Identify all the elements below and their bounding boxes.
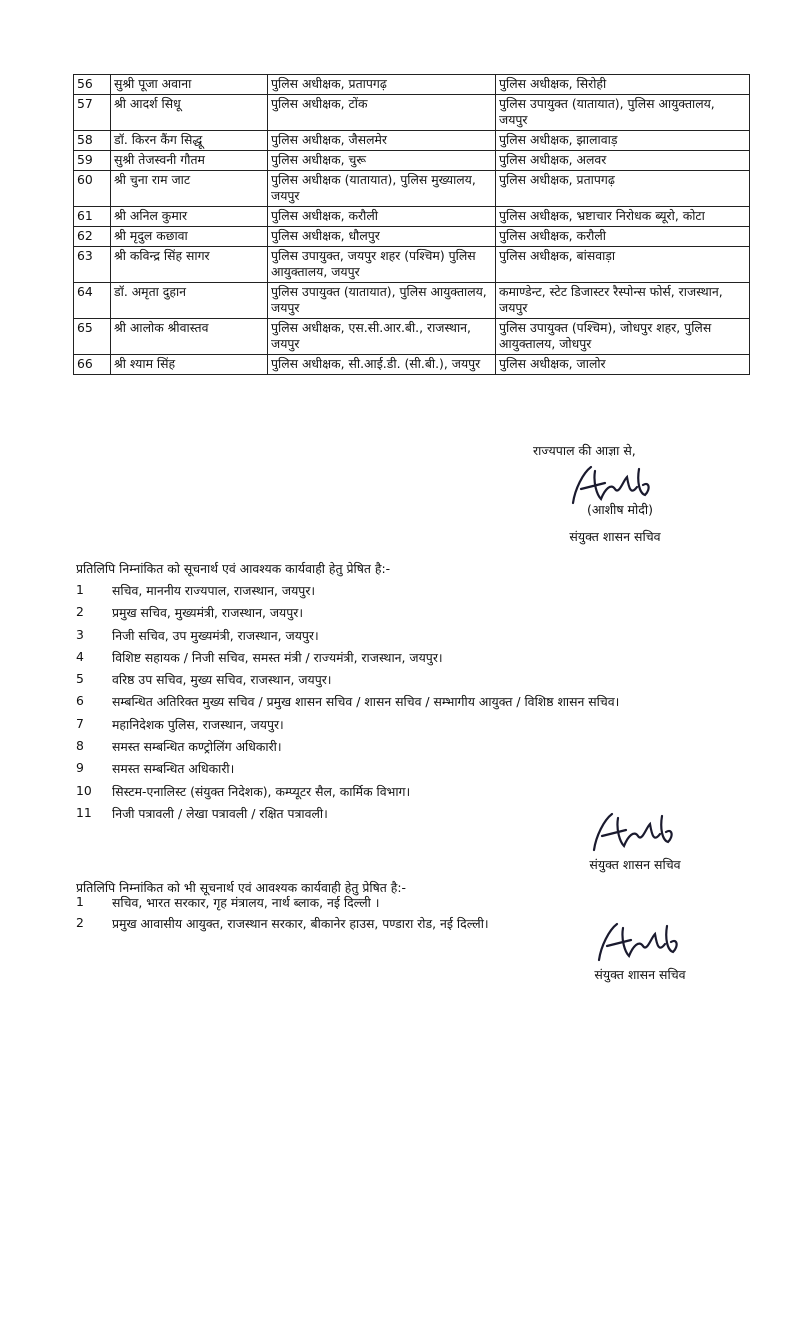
list-item-number: 5 [76, 671, 84, 687]
officer-name-cell: सुश्री पूजा अवाना [111, 75, 268, 95]
list-item-number: 9 [76, 760, 84, 776]
new-posting-cell: पुलिस अधीक्षक, करौली [496, 227, 750, 247]
officer-name-cell: श्री चुना राम जाट [111, 171, 268, 207]
table-row [74, 355, 750, 375]
list-item-number: 6 [76, 693, 84, 709]
table-row [74, 95, 750, 131]
new-posting-cell: पुलिस उपायुक्त (पश्चिम), जोधपुर शहर, पुलिस आयुक्तालय, जोधपुर [496, 319, 750, 355]
new-posting-cell: कमाण्डेन्ट, स्टेट डिजास्टर रैस्पोन्स फोर्स, राजस्थान, जयपुर [496, 283, 750, 319]
copy-list-2-signature-block [565, 918, 715, 983]
transfer-table-body [74, 75, 750, 375]
serial-cell: 56 [74, 75, 111, 95]
signature-mark [585, 918, 695, 966]
transfer-table-container [73, 74, 749, 375]
current-posting-cell: पुलिस उपायुक्त (यातायात), पुलिस आयुक्तालय, जयपुर [268, 283, 496, 319]
table-row [74, 227, 750, 247]
current-posting-cell: पुलिस अधीक्षक, सी.आई.डी. (सी.बी.), जयपुर [268, 355, 496, 375]
officer-name-cell: श्री कविन्द्र सिंह सागर [111, 247, 268, 283]
serial-cell: 64 [74, 283, 111, 319]
current-posting-cell: पुलिस अधीक्षक (यातायात), पुलिस मुख्यालय, जयपुर [268, 171, 496, 207]
serial-cell: 59 [74, 151, 111, 171]
copy-list-2-designation: संयुक्त शासन सचिव [594, 967, 686, 982]
officer-name-cell: डॉ. अमृता दुहान [111, 283, 268, 319]
table-row [74, 319, 750, 355]
list-item-text: निजी सचिव, उप मुख्यमंत्री, राजस्थान, जयपुर। [112, 627, 319, 643]
list-item-text: निजी पत्रावली / लेखा पत्रावली / रक्षित पत्रावली। [112, 805, 328, 821]
current-posting-cell: पुलिस अधीक्षक, टोंक [268, 95, 496, 131]
list-item-text: वरिष्ठ उप सचिव, मुख्य सचिव, राजस्थान, जयपुर। [112, 672, 332, 688]
serial-cell: 60 [74, 171, 111, 207]
new-posting-cell: पुलिस अधीक्षक, प्रतापगढ़ [496, 171, 750, 207]
list-item [76, 716, 776, 738]
list-item [76, 738, 776, 760]
new-posting-cell: पुलिस अधीक्षक, बांसवाड़ा [496, 247, 750, 283]
list-item-text: सचिव, माननीय राज्यपाल, राजस्थान, जयपुर। [112, 583, 316, 598]
current-posting-cell: पुलिस अधीक्षक, चुरू [268, 151, 496, 171]
officer-name-cell: सुश्री तेजस्वनी गौतम [111, 151, 268, 171]
current-posting-cell: पुलिस अधीक्षक, करौली [268, 207, 496, 227]
list-item [76, 627, 776, 649]
current-posting-cell: पुलिस अधीक्षक, प्रतापगढ़ [268, 75, 496, 95]
current-posting-cell: पुलिस उपायुक्त, जयपुर शहर (पश्चिम) पुलिस आयुक्तालय, जयपुर [268, 247, 496, 283]
list-item-number: 1 [76, 894, 84, 909]
list-item-text: समस्त सम्बन्धित अधिकारी। [112, 761, 235, 777]
signatory-name: (आशीष मोदी) [586, 502, 654, 517]
table-row [74, 171, 750, 207]
list-item-number: 7 [76, 715, 84, 731]
list-item [76, 760, 776, 782]
signatory-designation: संयुक्त शासन सचिव [569, 529, 661, 544]
copy-list-2-heading: प्रतिलिपि निम्नांकित को भी सूचनार्थ एवं आवश्यक कार्यवाही हेतु प्रेषित है:- [76, 880, 407, 895]
list-item-number: 2 [76, 604, 84, 620]
current-posting-cell: पुलिस अधीक्षक, एस.सी.आर.बी., राजस्थान, जयपुर [268, 319, 496, 355]
list-item-text: समस्त सम्बन्धित कण्ट्रोलिंग अधिकारी। [112, 739, 282, 755]
order-signature-block [505, 442, 705, 545]
list-item-text: सिस्टम-एनालिस्ट (संयुक्त निदेशक), कम्प्यूटर सैल, कार्मिक विभाग। [112, 783, 411, 799]
list-item [76, 649, 776, 671]
officer-name-cell: श्री अनिल कुमार [111, 207, 268, 227]
list-item [76, 582, 776, 604]
new-posting-cell: पुलिस अधीक्षक, झालावाड़ [496, 131, 750, 151]
list-item-number: 11 [76, 804, 92, 820]
current-posting-cell: पुलिस अधीक्षक, जैसलमेर [268, 131, 496, 151]
officer-name-cell: श्री श्याम सिंह [111, 355, 268, 375]
list-item [76, 894, 776, 915]
list-item-text: सचिव, भारत सरकार, गृह मंत्रालय, नार्थ ब्लाक, नई दिल्ली । [112, 895, 380, 910]
list-item-number: 3 [76, 626, 84, 642]
copy-list-1-signature-block [560, 808, 710, 873]
serial-cell: 63 [74, 247, 111, 283]
current-posting-cell: पुलिस अधीक्षक, धौलपुर [268, 227, 496, 247]
copy-list-1 [76, 582, 776, 827]
serial-cell: 61 [74, 207, 111, 227]
list-item [76, 693, 776, 715]
list-item-number: 4 [76, 648, 84, 664]
list-item-number: 1 [76, 582, 84, 597]
table-row [74, 207, 750, 227]
officer-name-cell: श्री आलोक श्रीवास्तव [111, 319, 268, 355]
new-posting-cell: पुलिस अधीक्षक, सिरोही [496, 75, 750, 95]
table-row [74, 283, 750, 319]
new-posting-cell: पुलिस अधीक्षक, भ्रष्टाचार निरोधक ब्यूरो, कोटा [496, 207, 750, 227]
serial-cell: 62 [74, 227, 111, 247]
list-item-number: 10 [76, 782, 92, 798]
list-item-text: प्रमुख सचिव, मुख्यमंत्री, राजस्थान, जयपुर। [112, 605, 304, 621]
list-item-text: प्रमुख आवासीय आयुक्त, राजस्थान सरकार, बीकानेर हाउस, पण्डारा रोड, नई दिल्ली। [112, 916, 489, 931]
new-posting-cell: पुलिस अधीक्षक, अलवर [496, 151, 750, 171]
list-item-text: महानिदेशक पुलिस, राजस्थान, जयपुर। [112, 716, 284, 732]
serial-cell: 65 [74, 319, 111, 355]
list-item [76, 783, 776, 805]
table-row [74, 247, 750, 283]
list-item-text: सम्बन्धित अतिरिक्त मुख्य सचिव / प्रमुख शासन सचिव / शासन सचिव / सम्भागीय आयुक्त / विशिष्ठ शासन सचिव। [112, 694, 620, 710]
officer-name-cell: श्री आदर्श सिधू [111, 95, 268, 131]
transfer-table [73, 74, 750, 375]
table-row [74, 131, 750, 151]
officer-name-cell: श्री मृदुल कछावा [111, 227, 268, 247]
table-row [74, 151, 750, 171]
serial-cell: 66 [74, 355, 111, 375]
table-row [74, 75, 750, 95]
copy-list-1-designation: संयुक्त शासन सचिव [589, 857, 681, 872]
copy-list-1-heading: प्रतिलिपि निम्नांकित को सूचनार्थ एवं आवश्यक कार्यवाही हेतु प्रेषित है:- [76, 561, 391, 576]
new-posting-cell: पुलिस अधीक्षक, जालोर [496, 355, 750, 375]
new-posting-cell: पुलिस उपायुक्त (यातायात), पुलिस आयुक्तालय, जयपुर [496, 95, 750, 131]
list-item-text: विशिष्ट सहायक / निजी सचिव, समस्त मंत्री / राज्यमंत्री, राजस्थान, जयपुर। [112, 649, 443, 665]
by-order-text: राज्यपाल की आज्ञा से, [533, 443, 636, 458]
serial-cell: 58 [74, 131, 111, 151]
signature-mark [580, 808, 690, 856]
serial-cell: 57 [74, 95, 111, 131]
list-item-number: 2 [76, 915, 84, 930]
list-item [76, 604, 776, 626]
list-item-number: 8 [76, 738, 84, 754]
list-item [76, 671, 776, 693]
officer-name-cell: डॉ. किरन कैंग सिद्धू [111, 131, 268, 151]
